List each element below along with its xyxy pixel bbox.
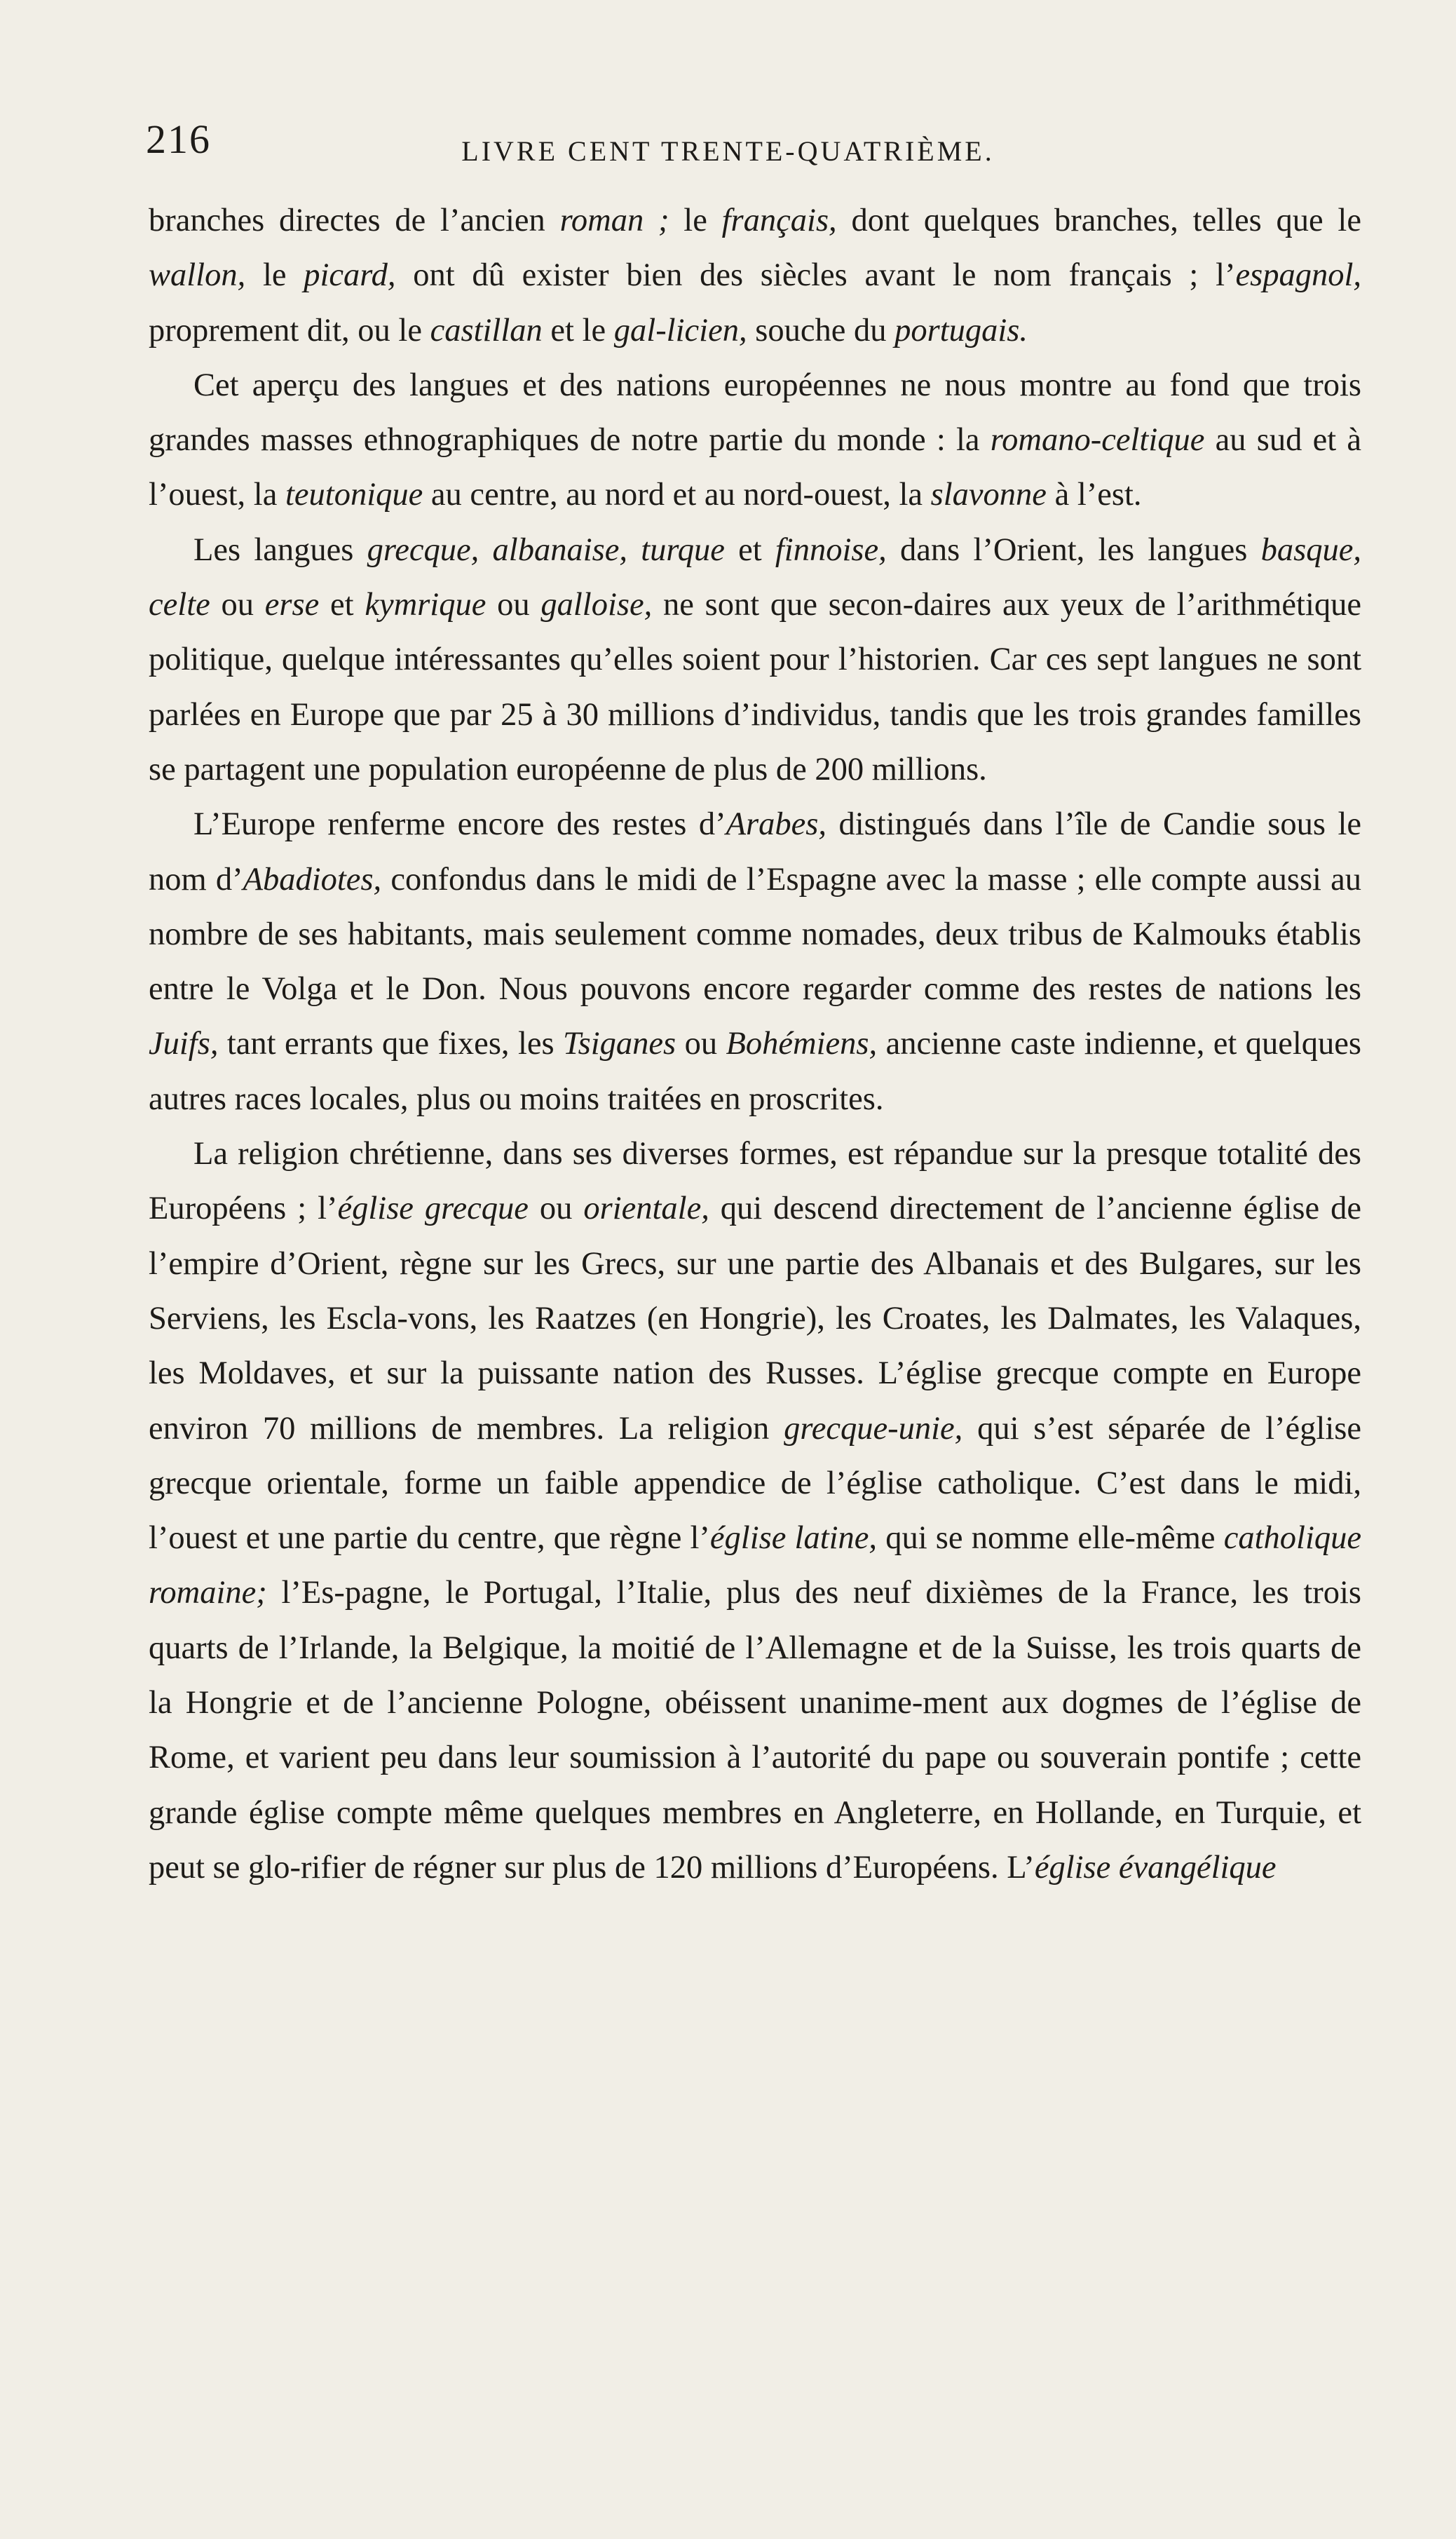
text-run: L’Europe renferme encore des restes d’ (193, 806, 726, 843)
text-run: le (669, 203, 722, 238)
text-run: et (724, 532, 775, 568)
paragraph (149, 523, 1361, 797)
italic-term: catholique romaine; (149, 1520, 1362, 1611)
paragraph (149, 358, 1361, 523)
italic-term: romano-celtique (990, 422, 1205, 459)
text-run: ont dû exister bien des siècles avant le nom français ; l’ (395, 257, 1236, 294)
text-run: dont quelques branches, telles que le (836, 203, 1361, 238)
text-run: et le (542, 312, 614, 348)
text-run: dans l’Orient, les langues (886, 532, 1261, 568)
body-text (149, 194, 1361, 1895)
italic-term: orientale, (583, 1191, 709, 1227)
italic-term: picard, (304, 257, 396, 294)
paragraph (149, 797, 1361, 1127)
italic-term: Tsiganes (563, 1026, 676, 1062)
italic-term: erse (264, 587, 320, 623)
italic-term: Juifs, (149, 1026, 219, 1062)
text-run: à l’est. (1046, 477, 1142, 513)
italic-term: grecque-unie, (784, 1410, 963, 1447)
text-run: qui descend directement de l’ancienne église de l’empire d’Orient, règne sur les Grecs, sur une partie des Albanais et des Bulgares, sur les Serviens, les Escla-vons, les Raatzes (en Hongrie), les Croates, les Dalmates, les Valaques, les Moldaves, et sur la puissante nation des Russes. L’église grecque compte en Europe environ 70 millions de membres. La religion (149, 1191, 1362, 1447)
text-run: ou (676, 1026, 726, 1062)
text-run: ne sont que secon-daires aux yeux de l’arithmétique politique, quelque intéressantes qu’elles soient pour l’historien. Car ces sept langues ne sont parlées en Europe que par 25 à 30 millions d’individus, tandis que les trois grandes familles se partagent une population européenne de plus de 200 millions. (149, 587, 1362, 787)
italic-term: église latine, (709, 1520, 878, 1557)
text-run: Les langues (193, 532, 367, 568)
italic-term: Bohémiens, (726, 1026, 878, 1062)
paragraph (149, 194, 1361, 358)
italic-term: teutonique (285, 477, 423, 513)
italic-term: roman ; (559, 203, 669, 238)
running-title: LIVRE CENT TRENTE-QUATRIÈME. (461, 135, 995, 167)
text-run: distingués dans l’île de Candie sous le nom d’ (149, 806, 1361, 898)
italic-term: slavonne (930, 477, 1047, 513)
text-run: qui s’est séparée de l’église grecque orientale, forme un faible appendice de l’église catholique. C’est dans le midi, l’ouest et une partie du centre, que règne l’ (149, 1410, 1362, 1557)
italic-term: finnoise, (775, 532, 887, 568)
text-run: et (319, 587, 365, 623)
italic-term: kymrique (365, 587, 487, 623)
text-run: confondus dans le midi de l’Espagne avec la masse ; elle compte aussi au nombre de ses habitants, mais seulement comme nomades, deux tribus de Kalmouks établis entre le Volga et le Don. Nous pouvons encore regarder comme des restes de nations les (149, 861, 1362, 1008)
text-run: le (245, 257, 304, 294)
text-run: Cet aperçu des langues et des nations européennes ne nous montre au fond que trois grandes masses ethnographiques de notre partie du monde : la (149, 367, 1361, 459)
text-run: La religion chrétienne, dans ses diverses formes, est répandue sur la presque totalité des Européens ; l’ (149, 1136, 1361, 1227)
text-run: souche du (747, 312, 895, 348)
text-run: ou (210, 587, 265, 623)
text-run: au sud et à l’ouest, la (149, 422, 1361, 513)
italic-term: gal-licien, (613, 312, 747, 348)
text-run: ou (528, 1191, 584, 1227)
text-run: tant errants que fixes, les (218, 1026, 564, 1062)
text-run: proprement dit, ou le (149, 312, 430, 348)
italic-term: français, (721, 203, 837, 238)
italic-term: église évangélique (1034, 1849, 1277, 1885)
italic-term: Arabes, (726, 806, 827, 843)
text-run: au centre, au nord et au nord-ouest, la (423, 477, 931, 513)
italic-term: espagnol, (1235, 257, 1362, 294)
text-run: ancienne caste indienne, et quelques autres races locales, plus ou moins traitées en proscrites. (149, 1026, 1362, 1117)
italic-term: portugais. (894, 312, 1028, 348)
italic-term: Abadiotes, (243, 861, 382, 898)
text-run: ou (486, 587, 541, 623)
italic-term: castillan (430, 312, 543, 348)
italic-term: grecque, albanaise, turque (367, 532, 725, 568)
text-run: l’Es-pagne, le Portugal, l’Italie, plus des neuf dixièmes de la France, les trois quarts de l’Irlande, la Belgique, la moitié de l’Allemagne et de la Suisse, les trois quarts de la Hongrie et de l’ancienne Pologne, obéissent unanime-ment aux dogmes de l’église de Rome, et varient peu dans leur soumission à l’autorité du pape ou souverain pontife ; cette grande église compte même quelques membres en Angleterre, en Hollande, en Turquie, et peut se glo-rifier de régner sur plus de 120 millions d’Européens. L’ (149, 1575, 1361, 1885)
paragraph (149, 1127, 1361, 1895)
text-run: qui se nomme elle-même (877, 1520, 1224, 1557)
italic-term: galloise, (540, 587, 653, 623)
italic-term: église grecque (337, 1191, 529, 1227)
page-number: 216 (146, 116, 211, 162)
italic-term: wallon, (149, 257, 246, 294)
text-run: branches directes de l’ancien (149, 203, 560, 238)
italic-term: basque, celte (149, 532, 1362, 623)
